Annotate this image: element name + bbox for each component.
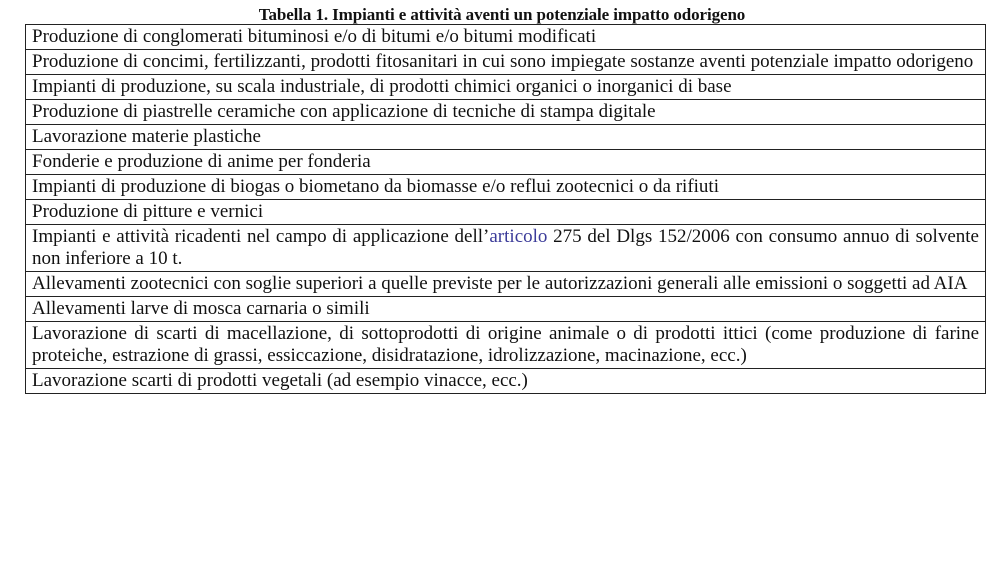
table-row — [26, 100, 986, 125]
table-cell: Produzione di piastrelle ceramiche con applicazione di tecniche di stampa digitale — [26, 100, 986, 125]
table-cell: Impianti di produzione di biogas o biometano da biomasse e/o reflui zootecnici o da rifiuti — [26, 175, 986, 200]
table-cell: Produzione di pitture e vernici — [26, 200, 986, 225]
table-row — [26, 150, 986, 175]
cell-text-after: 275 del Dlgs 152/2006 con consumo annuo di solvente non inferiore a 10 t. — [32, 226, 979, 269]
table-cell: Fonderie e produzione di anime per fonderia — [26, 150, 986, 175]
cell-text-before: Impianti e attività ricadenti nel campo di applicazione dell’ — [32, 226, 490, 247]
table-row — [26, 369, 986, 394]
table-cell: Lavorazione materie plastiche — [26, 125, 986, 150]
table-cell: Allevamenti zootecnici con soglie superiori a quelle previste per le autorizzazioni generali alle emissioni o soggetti ad AIA — [26, 272, 986, 297]
table-row — [26, 125, 986, 150]
table-cell — [26, 225, 986, 272]
article-link[interactable]: articolo — [489, 226, 548, 247]
table-row — [26, 50, 986, 75]
table-cell: Lavorazione scarti di prodotti vegetali (ad esempio vinacce, ecc.) — [26, 369, 986, 394]
table-row — [26, 225, 986, 272]
table-caption: Tabella 1. Impianti e attività aventi un potenziale impatto odorigeno — [258, 5, 746, 24]
table-cell: Produzione di concimi, fertilizzanti, prodotti fitosanitari in cui sono impiegate sostanze aventi potenziale impatto odorigeno — [26, 50, 986, 75]
activities-table — [25, 24, 986, 394]
table-row — [26, 297, 986, 322]
table-cell: Lavorazione di scarti di macellazione, di sottoprodotti di origine animale o di prodotti ittici (come produzione di farine proteiche, estrazione di grassi, essiccazione, disidratazione, idrolizzazione, macinazione, ecc.) — [26, 322, 986, 369]
table-cell: Allevamenti larve di mosca carnaria o simili — [26, 297, 986, 322]
table-row — [26, 175, 986, 200]
table-cell: Produzione di conglomerati bituminosi e/o di bitumi e/o bitumi modificati — [26, 25, 986, 50]
table-cell: Impianti di produzione, su scala industriale, di prodotti chimici organici o inorganici di base — [26, 75, 986, 100]
table-row — [26, 322, 986, 369]
table-row — [26, 25, 986, 50]
table-row — [26, 75, 986, 100]
table-row — [26, 272, 986, 297]
table-row — [26, 200, 986, 225]
